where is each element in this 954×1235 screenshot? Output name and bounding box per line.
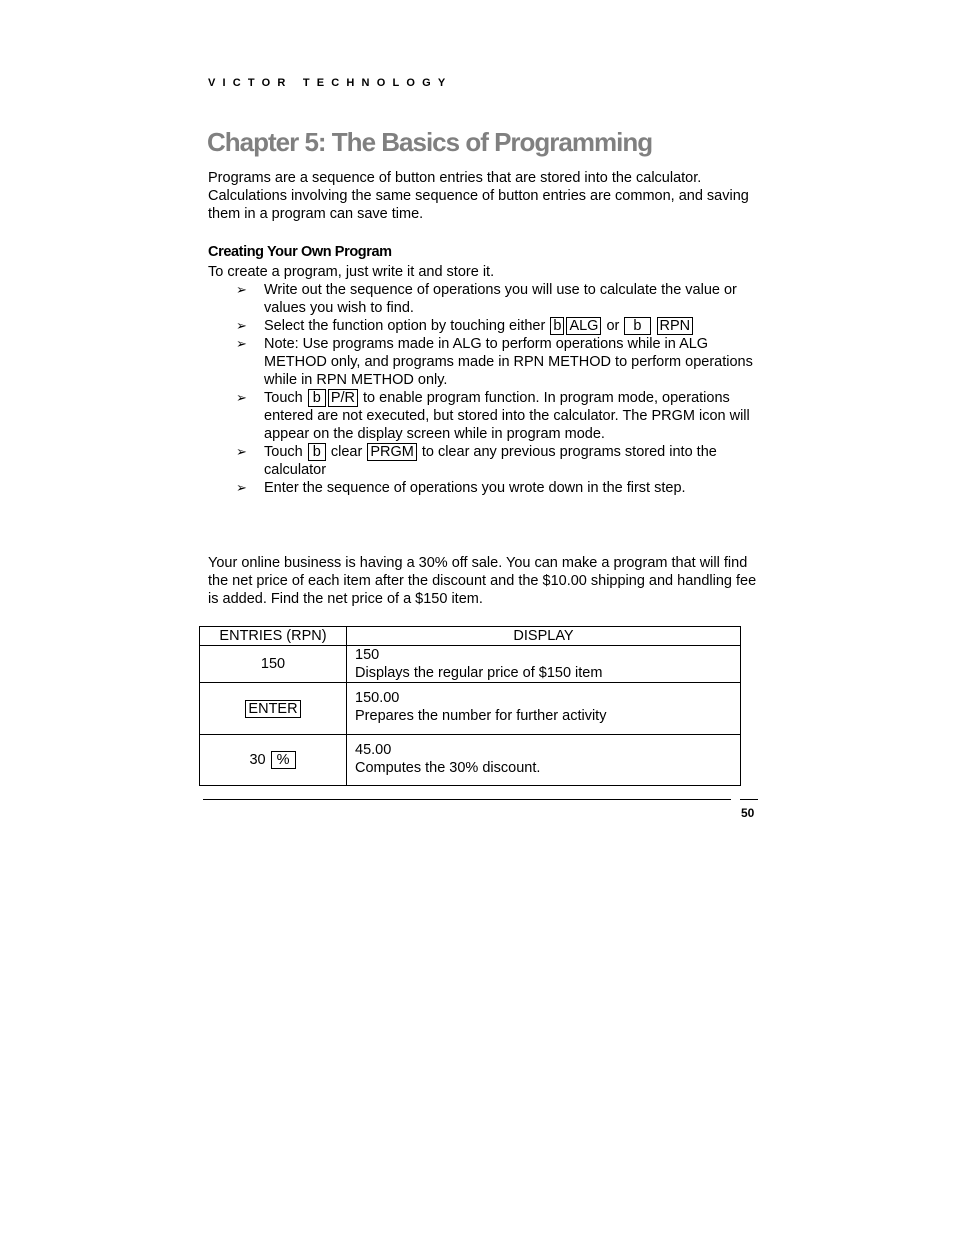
table-header-row xyxy=(200,627,741,646)
footer-divider xyxy=(740,799,758,800)
step-text: Touch xyxy=(264,390,303,406)
entry-cell xyxy=(200,735,347,786)
arrow-bullet-icon: ➢ xyxy=(236,480,247,495)
key-enter: ENTER xyxy=(245,700,300,718)
footer-divider xyxy=(203,799,731,800)
step-text: Enter the sequence of operations you wrote down in the first step. xyxy=(264,480,686,496)
step-text: Write out the sequence of operations you will use to calculate the value or values you wish to find. xyxy=(264,282,737,316)
page-number: 50 xyxy=(741,806,755,820)
list-item xyxy=(236,479,766,497)
display-value: 150 xyxy=(355,647,380,663)
arrow-bullet-icon: ➢ xyxy=(236,390,247,405)
arrow-bullet-icon: ➢ xyxy=(236,336,247,351)
step-text: Select the function option by touching either xyxy=(264,318,546,334)
step-text: to enable program function. In program mode, operations entered are not executed, but stored into the calculator. The PRGM icon will appear on the display screen while in program mode. xyxy=(264,390,750,442)
table-row xyxy=(200,735,741,786)
step-text: to clear any previous programs stored into the calculator xyxy=(264,444,717,478)
chapter-intro: Programs are a sequence of button entries that are stored into the calculator. Calculations involving the same sequence of button entries are common, and saving them in a program can save time. xyxy=(208,170,749,222)
entry-cell xyxy=(200,646,347,683)
arrow-bullet-icon: ➢ xyxy=(236,282,247,297)
key-b: b xyxy=(308,443,326,461)
list-item xyxy=(236,389,766,443)
example-problem: Your online business is having a 30% off sale. You can make a program that will find the net price of each item after the discount and the $10.00 shipping and handling fee is added. Find the net price of a $150 item. xyxy=(208,555,757,607)
key-b: b xyxy=(624,317,650,335)
arrow-bullet-icon: ➢ xyxy=(236,318,247,333)
list-item xyxy=(236,443,766,479)
key-rpn: RPN xyxy=(657,317,694,335)
brand-header: VICTOR TECHNOLOGY xyxy=(208,77,453,89)
entries-table xyxy=(199,626,741,786)
entry-value: 30 xyxy=(249,752,266,768)
table-row xyxy=(200,646,741,683)
display-description: Displays the regular price of $150 item xyxy=(355,665,603,681)
arrow-bullet-icon: ➢ xyxy=(236,444,247,459)
display-value: 45.00 xyxy=(355,742,392,758)
display-value: 150.00 xyxy=(355,690,400,706)
section-lead: To create a program, just write it and store it. xyxy=(208,264,495,280)
list-item xyxy=(236,317,766,335)
step-text: or xyxy=(606,318,620,334)
step-text: Touch xyxy=(264,444,303,460)
key-pr: P/R xyxy=(328,389,358,407)
column-header-display: DISPLAY xyxy=(347,627,741,646)
column-header-entries: ENTRIES (RPN) xyxy=(200,627,347,646)
table-row xyxy=(200,683,741,735)
steps-list xyxy=(236,281,766,497)
section-heading: Creating Your Own Program xyxy=(208,244,392,260)
key-percent: % xyxy=(271,751,296,769)
display-description: Computes the 30% discount. xyxy=(355,760,541,776)
list-item xyxy=(236,335,766,389)
entry-value: 150 xyxy=(260,656,286,672)
key-prgm: PRGM xyxy=(367,443,417,461)
display-cell xyxy=(347,683,741,735)
display-description: Prepares the number for further activity xyxy=(355,708,607,724)
chapter-title: Chapter 5: The Basics of Programming xyxy=(207,127,653,157)
display-cell xyxy=(347,735,741,786)
key-alg: ALG xyxy=(566,317,601,335)
entry-cell xyxy=(200,683,347,735)
step-text: clear xyxy=(330,444,363,460)
key-b: b xyxy=(550,317,564,335)
key-b: b xyxy=(308,389,326,407)
display-cell xyxy=(347,646,741,683)
step-text: Note: Use programs made in ALG to perform operations while in ALG METHOD only, and programs made in RPN METHOD to perform operations while in RPN METHOD only. xyxy=(264,336,753,388)
list-item xyxy=(236,281,766,317)
